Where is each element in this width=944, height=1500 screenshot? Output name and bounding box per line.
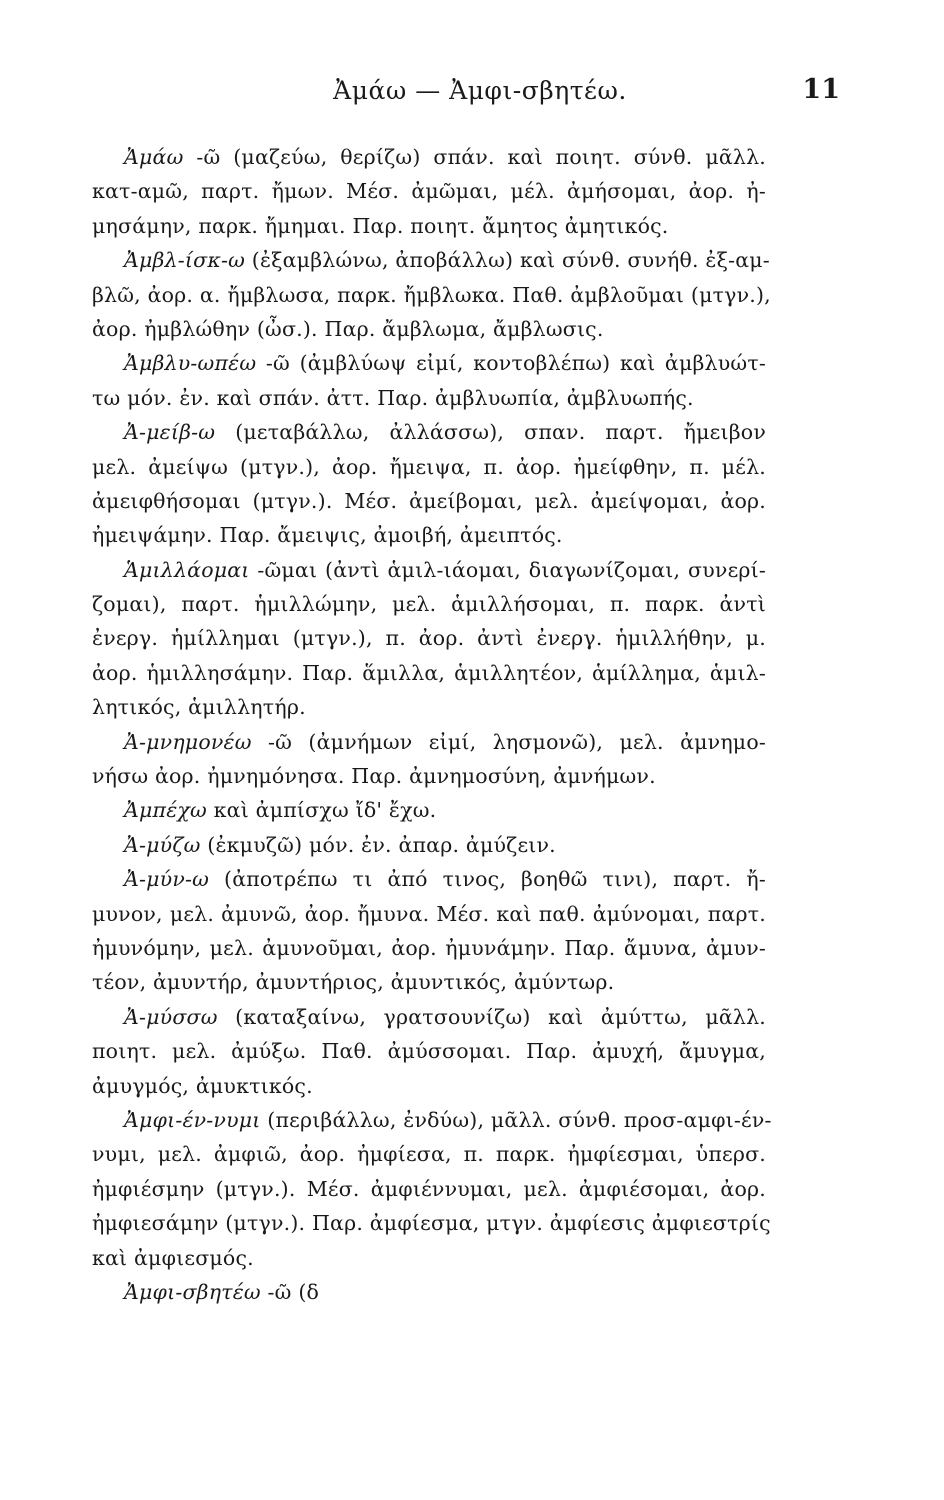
entry-first-line xyxy=(92,243,770,277)
entry-text: ἠμφιέσμην (μτγν.). Μέσ. ἀμφιέννυμαι, μελ. ἀμφιέσομαι, ἀορ. xyxy=(92,1176,766,1201)
entry-headword: Ἀμβλυ-ωπέω xyxy=(124,351,257,376)
entry-line xyxy=(92,656,766,690)
entry-text: κατ-αμῶ, παρτ. ἤμων. Μέσ. ἀμῶμαι, μέλ. ἀμήσομαι, ἀορ. ἠ- xyxy=(92,179,766,204)
running-head-title: Ἀμάω — Ἀμφι-σβητέω. xyxy=(333,76,627,105)
entry-line xyxy=(92,450,766,484)
entry-line xyxy=(92,278,771,312)
entry-line xyxy=(92,518,766,552)
entry-text: (ἐξαμβλώνω, ἀποβάλλω) καὶ σύνθ. συνήθ. ἐξ-αμ- xyxy=(245,248,770,273)
entry-text: (μεταβάλλω, ἀλλάσσω), σπαν. παρτ. ἤμειβον xyxy=(215,420,766,445)
entry-first-line xyxy=(92,862,766,896)
entry-line xyxy=(92,897,766,931)
entry-first-line xyxy=(92,1000,766,1034)
entry-text: ἀμυγμός, ἀμυκτικός. xyxy=(92,1073,313,1098)
entry-line xyxy=(92,312,766,346)
entry-first-line xyxy=(92,725,766,759)
entry-text: (περιβάλλω, ἐνδύω), μᾶλλ. σύνθ. προσ-αμφι-έν- xyxy=(260,1107,772,1132)
entry-first-line xyxy=(92,553,766,587)
entry-first-line xyxy=(92,828,766,862)
entry-text: ζομαι), παρτ. ἡμιλλώμην, μελ. ἁμιλλήσομαι, π. παρκ. ἀντὶ xyxy=(92,592,766,617)
entry-line xyxy=(92,1034,766,1068)
entry-line xyxy=(92,690,766,724)
entry-text: βλῶ, ἀορ. α. ἤμβλωσα, παρκ. ἤμβλωκα. Παθ. ἀμβλοῦμαι (μτγν.), xyxy=(92,282,771,307)
entry-text: τω μόν. ἐν. καὶ σπάν. ἀττ. Παρ. ἀμβλυωπία, ἀμβλυωπής. xyxy=(92,385,694,410)
entry-text: νυμι, μελ. ἀμφιῶ, ἀορ. ἠμφίεσα, π. παρκ. ἠμφίεσμαι, ὑπερσ. xyxy=(92,1142,766,1167)
entry-first-line xyxy=(92,1275,766,1309)
entry-line xyxy=(92,209,766,243)
entry-line xyxy=(92,1069,766,1103)
entry-headword: Ἀ-μνημονέω xyxy=(124,729,252,754)
page-number: 11 xyxy=(802,74,840,105)
entry-text: μησάμην, παρκ. ἤμημαι. Παρ. ποιητ. ἄμητος ἀμητικός. xyxy=(92,213,669,238)
running-head xyxy=(120,76,840,116)
entry-first-line xyxy=(92,140,766,174)
entry-text: -ῶ (ἀμνήμων εἰμί, λησμονῶ), μελ. ἀμνημο- xyxy=(251,729,766,754)
entry-line xyxy=(92,931,766,965)
entry-text: ἠμειψάμην. Παρ. ἄμειψις, ἀμοιβή, ἀμειπτός. xyxy=(92,523,563,548)
entry-headword: Ἁμιλλάομαι xyxy=(124,557,250,582)
entry-text: τέον, ἀμυντήρ, ἀμυντήριος, ἀμυντικός, ἀμύντωρ. xyxy=(92,970,615,995)
entry-text: -ῶ (ἀμβλύωψ εἰμί, κοντοβλέπω) καὶ ἀμβλυώτ- xyxy=(256,351,766,376)
entry-headword: Ἀμφι-έν-νυμι xyxy=(124,1107,261,1132)
entry-line xyxy=(92,484,766,518)
entry-line xyxy=(92,759,766,793)
entry-text: (ἐκμυζῶ) μόν. ἐν. ἀπαρ. ἀμύζειν. xyxy=(200,832,556,857)
entry-text: μυνον, μελ. ἀμυνῶ, ἀορ. ἤμυνα. Μέσ. καὶ παθ. ἀμύνομαι, παρτ. xyxy=(92,901,766,926)
entry-headword: Ἀμβλ-ίσκ-ω xyxy=(124,248,246,273)
entry-text: ἐνεργ. ἡμίλλημαι (μτγν.), π. ἀορ. ἀντὶ ἐνεργ. ἡμιλλήθην, μ. xyxy=(92,626,766,651)
entry-text: ποιητ. μελ. ἀμύξω. Παθ. ἀμύσσομαι. Παρ. ἀμυχή, ἄμυγμα, xyxy=(92,1039,766,1064)
entry-headword: Ἀμάω xyxy=(124,145,184,169)
entry-text: νήσω ἀορ. ἠμνημόνησα. Παρ. ἀμνημοσύνη, ἀμνήμων. xyxy=(92,764,656,789)
entry-line xyxy=(92,174,766,208)
entry-first-line xyxy=(92,415,766,449)
entry-headword: Ἀμφι-σβητέω xyxy=(124,1279,261,1304)
entry-text: ἀμειφθήσομαι (μτγν.). Μέσ. ἀμείβομαι, μελ. ἀμείψομαι, ἀορ. xyxy=(92,488,766,513)
entry-text: (καταξαίνω, γρατσουνίζω) καὶ ἀμύττω, μᾶλλ. xyxy=(217,1004,766,1029)
entry-line xyxy=(92,381,766,415)
entry-line xyxy=(92,621,766,655)
entry-line xyxy=(92,1206,771,1240)
entry-text: μελ. ἀμείψω (μτγν.), ἀορ. ἤμειψα, π. ἀορ. ἠμείφθην, π. μέλ. xyxy=(92,454,766,479)
entry-text: ἀορ. ἠμβλώθην (ὦσ.). Παρ. ἄμβλωμα, ἄμβλωσις. xyxy=(92,316,604,341)
entry-text: καὶ ἀμπίσχω ἴδ' ἔχω. xyxy=(206,798,437,823)
entry-headword: Ἀ-μύσσω xyxy=(124,1004,218,1029)
entry-line xyxy=(92,1241,766,1275)
entry-headword: Ἀμπέχω xyxy=(124,798,207,823)
entry-line xyxy=(92,1172,766,1206)
dictionary-body xyxy=(92,140,772,1309)
entry-first-line xyxy=(92,793,766,827)
entry-text: (ἀποτρέπω τι ἀπό τινος, βοηθῶ τινι), παρτ. ἤ- xyxy=(209,867,766,892)
entry-first-line xyxy=(92,1103,772,1137)
entry-text: -ῶ (μαζεύω, θερίζω) σπάν. καὶ ποιητ. σύνθ. μᾶλλ. xyxy=(183,145,766,169)
entry-text: ἠμυνόμην, μελ. ἀμυνοῦμαι, ἀορ. ἠμυνάμην. Παρ. ἄμυνα, ἀμυν- xyxy=(92,935,766,960)
entry-text: ἠμφιεσάμην (μτγν.). Παρ. ἀμφίεσμα, μτγν. ἀμφίεσις ἀμφιεστρίς xyxy=(92,1211,771,1236)
entry-headword: Ἀ-μείβ-ω xyxy=(124,420,216,445)
entry-text: -ῶμαι (ἀντὶ ἁμιλ-ιάομαι, διαγωνίζομαι, συνερί- xyxy=(249,557,766,582)
entry-headword: Ἀ-μύζω xyxy=(124,832,201,857)
entry-line xyxy=(92,587,766,621)
entry-text: καὶ ἀμφιεσμός. xyxy=(92,1245,254,1270)
entry-line xyxy=(92,965,766,999)
entry-text: ἀορ. ἡμιλλησάμην. Παρ. ἅμιλλα, ἁμιλλητέον, ἁμίλλημα, ἁμιλ- xyxy=(92,660,766,685)
entry-text: -ῶ (δ xyxy=(260,1279,320,1304)
entry-text: λητικός, ἁμιλλητήρ. xyxy=(92,695,306,720)
entry-first-line xyxy=(92,346,766,380)
entry-headword: Ἀ-μύν-ω xyxy=(124,867,210,892)
entry-line xyxy=(92,1137,766,1171)
